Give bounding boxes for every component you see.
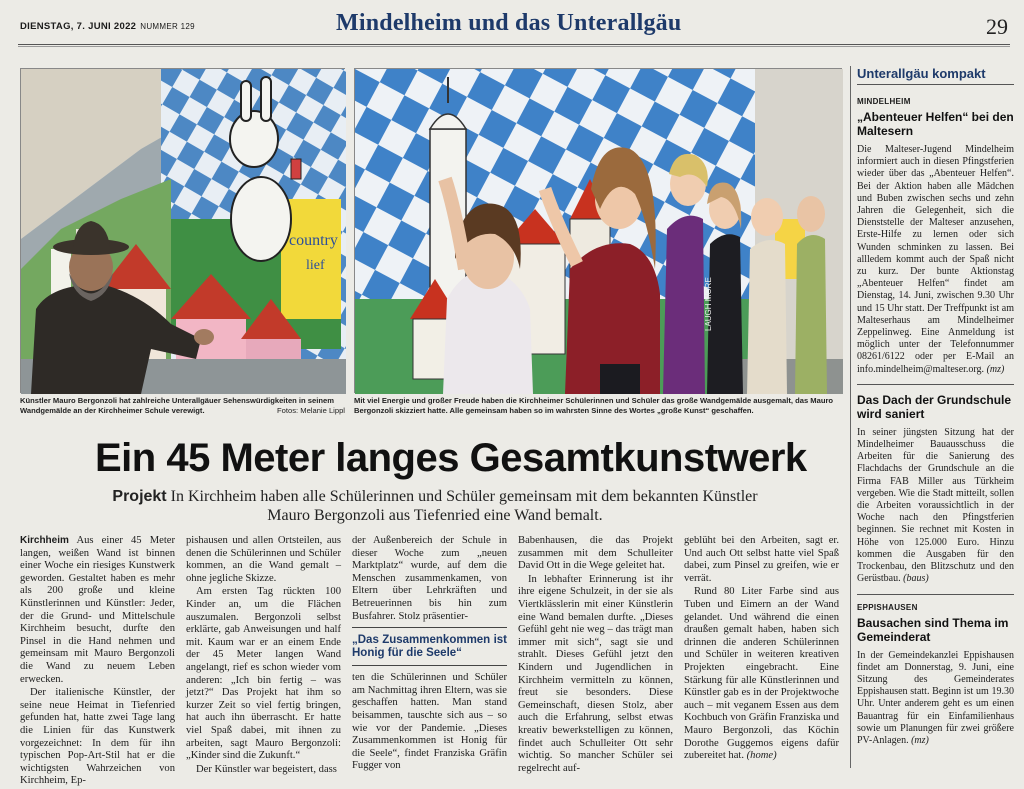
article-column-1 bbox=[20, 535, 175, 789]
author-tag: (home) bbox=[746, 750, 777, 762]
article-column-3 bbox=[352, 535, 507, 774]
article-kicker: Projekt bbox=[112, 488, 167, 505]
divider bbox=[857, 384, 1014, 385]
brief-kicker: MINDELHEIM bbox=[857, 97, 911, 106]
news-brief bbox=[857, 603, 1014, 748]
paragraph: der Außenbereich der Schule in dieser Woche zum „neuen Marktplatz“ wurde, auf dem die Menschen zusammenkamen, von Eltern über Lehrkräften und Betreuerinnen bis hin zum Busfahrer. Stolz präsentier- bbox=[352, 535, 507, 622]
brief-body: In der Gemeindekanzlei Eppishausen findet am Donnerstag, 9. Juni, eine Sitzung des Gemeinderates Eppishausen statt. Beginn ist um 19.30 Uhr. Unter anderem geht es um einen Bauantrag für ein Einfamilienhaus sowie um Planungen für zwei größere PV-Anlagen. (mz) bbox=[857, 649, 1014, 746]
photo-artist bbox=[20, 68, 345, 393]
caption-photo-students: Mit viel Energie und großer Freude haben die Kirchheimer Schülerinnen und Schüler das große Wandgemälde ausgemalt, das Mauro Bergonzoli skizziert hatte. Alle gemeinsam haben so im wahrsten Sinne des Wortes „große Kunst“ geschaffen. bbox=[354, 396, 834, 415]
news-brief bbox=[857, 393, 1014, 586]
sidebar-title: Unterallgäu kompakt bbox=[857, 66, 1014, 85]
photo-students-illustration bbox=[355, 69, 843, 394]
article-column-5 bbox=[684, 535, 839, 764]
wall-text-lief: lief bbox=[306, 258, 325, 273]
author-tag: (baus) bbox=[903, 573, 929, 585]
author-tag: (mz) bbox=[986, 363, 1005, 375]
header-rule bbox=[18, 44, 1010, 45]
pull-quote: „Das Zusammenkommen ist Honig für die Seele“ bbox=[352, 627, 507, 666]
paragraph: Aus einer 45 Meter langen, weißen Wand ist binnen einer Woche ein riesiges Kunstwerk geworden. Gestaltet haben es mehr als 200 große und kleine Künstlerinnen und Künstler: Jeder, der die Grund- und Mittelschule Kirchheim besucht, durfte den Pinsel in die Hand nehmen und gemeinsam mit Mauro Bergonzoli die Wand zu neuem Leben erwecken. bbox=[20, 535, 175, 685]
article-column-2 bbox=[186, 535, 341, 777]
paragraph: ten die Schülerinnen und Schüler am Nachmittag ihren Eltern, was sie geschaffen hatten. Man stand beisammen, tauschte sich aus – so wie vor der Pandemie. „Dieses Zusammenkommen ist Honig für die Seele“, findet Franziska Gräfin Fugger von bbox=[352, 672, 507, 772]
issue-number: NUMMER 129 bbox=[140, 22, 195, 31]
shirt-text: LAUGH MORE bbox=[704, 277, 713, 331]
brief-kicker: EPPISHAUSEN bbox=[857, 602, 918, 612]
paragraph: pishausen und allen Ortsteilen, aus denen die Schülerinnen und Schüler kommen, an die Wand gemalt – ohne jegliche Skizze. bbox=[186, 535, 341, 584]
paragraph: Babenhausen, die das Projekt zusammen mit dem Schulleiter David Ott in die Wege geleitet hat. bbox=[518, 535, 673, 572]
dateline: Kirchheim bbox=[20, 535, 69, 546]
brief-body: In seiner jüngsten Sitzung hat der Mindelheimer Bauausschuss die Arbeiten für die Sanierung des Flachdachs der Grundschule an die Firma FAB Miller aus Türkheim vergeben. Wie die Stadt mitteilt, sollen die Arbeiten voraussichtlich in der Woche nach den Pfingstferien beginnen. Sie rechnet mit Kosten in Höhe von 125.000 Euro. Hinzu kommen die Ausgaben für den Trockenbau, den Blitzschutz und den Gerüstbau. (baus) bbox=[857, 426, 1014, 585]
paragraph: Der Künstler war begeistert, dass bbox=[196, 763, 337, 775]
brief-headline: „Abenteuer Helfen“ bei den Maltesern bbox=[857, 110, 1014, 138]
article-headline: Ein 45 Meter langes Gesamtkunstwerk bbox=[95, 436, 807, 480]
paragraph: In lebhafter Erinnerung ist ihr ihre eigene Schulzeit, in der sie als Viertklässlerin mit einer Künstlerin eine Wand bemalen durfte. „Dieses Gefühl geht nie weg – das trägt man immer mit sich“, sagt sie und strahlt. Dieses Gefühl jetzt den Kindern und Jugendlichen in Kirchheim vermitteln zu können, freut sie besonders. Diese Gemeinschaft, diesen Stolz, aber auch die Erfahrung, selbst etwas kreativ bewerkstelligen zu können, findet auch Schulleiter Ott sehr wichtig. So mancher Schüler sei regelrecht auf- bbox=[518, 573, 673, 774]
wall-text-country: country bbox=[289, 232, 338, 249]
article-subhead bbox=[90, 487, 780, 525]
article-column-4 bbox=[518, 535, 673, 776]
author-tag: (mz) bbox=[911, 734, 929, 746]
photo-students bbox=[354, 68, 842, 393]
sidebar-kompakt bbox=[850, 66, 1014, 768]
brief-headline: Bausachen sind Thema im Gemeinderat bbox=[857, 615, 1009, 644]
article-subhead-text: In Kirchheim haben alle Schülerinnen und Schüler gemeinsam mit dem bekannten Künstler Mauro Bergonzoli aus Tiefenried eine Wand bemalt. bbox=[170, 488, 758, 524]
page-header bbox=[18, 8, 1010, 44]
brief-headline: Das Dach der Grundschule wird saniert bbox=[857, 392, 1012, 421]
header-rule-secondary bbox=[18, 46, 1010, 47]
photo-artist-illustration bbox=[21, 69, 346, 394]
section-title: Mindelheim und das Unterallgäu bbox=[336, 10, 682, 36]
photo-credit: Fotos: Melanie Lippl bbox=[277, 405, 345, 415]
paragraph: geblüht bei den Arbeiten, sagt er. Und auch Ott selbst hatte viel Spaß dabei, zum Pinsel zu greifen, wie er verrät. bbox=[684, 535, 839, 584]
paragraph: Rund 80 Liter Farbe sind aus Tuben und Eimern an der Wand gelandet. Und während die einen draußen gemalt haben, haben sich drinnen die anderen Schülerinnen und Schüler in weiteren kreativen Projekten eingebracht. Eine Stärkung für alle Künstlerinnen und Künstler gab es in der Projektwoche auch – mit veganem Essen aus dem Kochbuch von Gräfin Franziska und Mauro Bergonzoli, das Köchin Dorothe Guggemos eigens dafür zubereitet hat. (home) bbox=[684, 586, 839, 762]
issue-date: DIENSTAG, 7. JUNI 2022 NUMMER 129 bbox=[20, 21, 195, 32]
paragraph: Am ersten Tag rückten 100 Kinder an, um die Flächen auszumalen. Bergonzoli selbst erklärte, gab Anweisungen und half mit. Kaum war er an einem Ende der 45 Meter langen Wand angelangt, rief es schon wieder vom anderen: „Ich bin fertig – was jetzt?“ Das Projekt hat ihm so kurzer Zeit so viel fertig bringen, hat auch ihn überrascht. Er hatte viel Spaß dabei, mit ihnen zu arbeiten, sagt Mauro Bergonzoli: „Kinder sind die Zukunft.“ bbox=[186, 586, 341, 762]
news-brief bbox=[857, 97, 1014, 376]
divider bbox=[857, 594, 1014, 595]
brief-body: Die Malteser-Jugend Mindelheim informiert auch in diesen Pfingstferien wieder über das „Abenteuer Helfen“. Bei der Aktion haben alle Mädchen und Buben zwischen sechs und zehn Jahren die Gelegenheit, sich die Dienststelle der Malteser anzusehen, Erste-Hilfe zu lernen oder sich Wunden schminken zu lassen. Bei allledem kommt auch der Spaß nicht zu kurz. Der bunte Aktionstag „Abenteuer Helfen“ findet am Dienstag, 14. Juni, zwischen 9.30 Uhr und 15 Uhr statt. Der Treffpunkt ist am Malteserhaus am Mindelheimer Zeppelinweg. Eine Anmeldung ist möglich unter der Telefonnummer 08261/6122 oder per E-Mail an info.mindelheim@malteser.org. (mz) bbox=[857, 144, 1014, 375]
caption-photo-artist: Künstler Mauro Bergonzoli hat zahlreiche Unterallgäuer Sehenswürdigkeiten in seinem Wandgemälde an der Kirchheimer Schule verewigt. Fotos: Melanie Lippl bbox=[20, 396, 345, 415]
page-number: 29 bbox=[986, 14, 1008, 39]
paragraph: Der italienische Künstler, der seine neue Heimat in Tiefenried gefunden hat, hatte zwei Tage lang die Linien für das Kunstwerk vorgezeichnet: In dem für ihn typischen Pop-Art-Stil hat er die wichtigsten Wahrzeichen von Kirchheim, Ep- bbox=[20, 687, 175, 787]
